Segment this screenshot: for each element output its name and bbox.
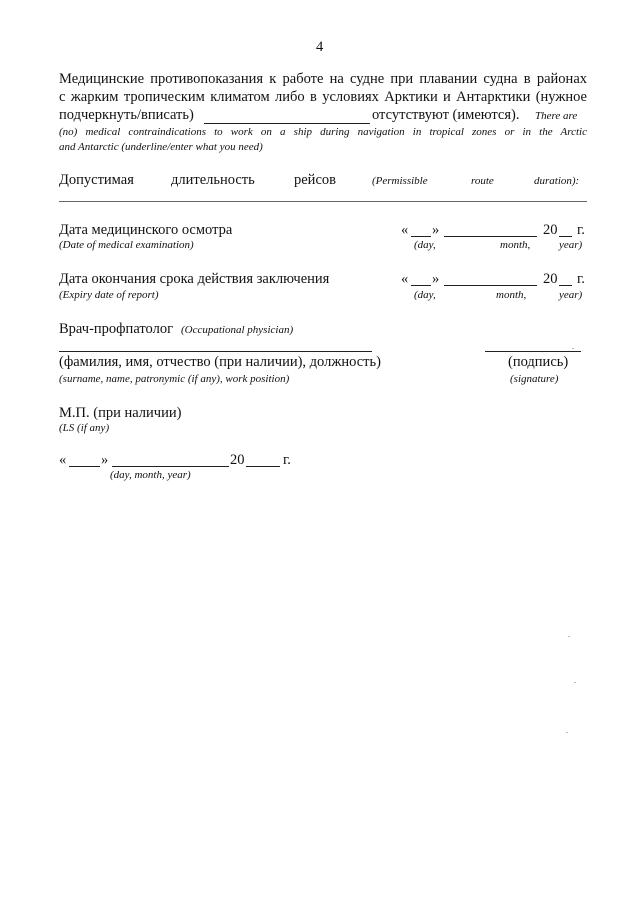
final-date-year-suffix: г. <box>283 452 291 468</box>
page-number: 4 <box>316 39 324 55</box>
physician-label: Врач-профпатолог <box>59 321 174 337</box>
contraindications-line-1: Медицинские противопоказания к работе на судне при плавании судна в районах <box>59 71 587 87</box>
stamp-label: М.П. (при наличии) <box>59 405 182 421</box>
expiry-date-month-caption: month, <box>496 289 527 301</box>
contraindications-line-3-end: отсутствуют (имеются). <box>372 107 520 123</box>
expiry-date-year-caption: year) <box>559 289 583 301</box>
route-duration-en-1: (Permissible <box>372 175 428 187</box>
expiry-date-close-quote: » <box>432 271 440 287</box>
exam-date-month-caption: month, <box>500 239 531 251</box>
exam-date-open-quote: « <box>401 222 409 238</box>
scan-speck <box>566 732 568 733</box>
route-duration-word-2: длительность <box>171 172 255 188</box>
contraindications-line-2: с жарким тропическим климатом либо в условиях Арктики и Антарктики (нужное <box>59 89 587 105</box>
scan-speck <box>572 348 574 349</box>
final-date-year-field[interactable] <box>246 466 280 467</box>
physician-name-caption: (фамилия, имя, отчество (при наличии), должность) <box>59 354 381 370</box>
route-duration-entry-field[interactable] <box>59 201 587 202</box>
final-date-close-quote: » <box>101 452 109 468</box>
expiry-date-open-quote: « <box>401 271 409 287</box>
expiry-date-year-field[interactable] <box>559 285 572 286</box>
physician-label-en: (Occupational physician) <box>181 324 294 336</box>
exam-date-month-field[interactable] <box>444 236 537 237</box>
physician-name-field[interactable] <box>59 351 372 352</box>
final-date-year-prefix: 20 <box>230 452 245 468</box>
contraindications-en-line-2: and Antarctic (underline/enter what you need) <box>59 141 263 153</box>
expiry-date-year-suffix: г. <box>577 271 585 287</box>
signature-caption: (подпись) <box>508 354 569 370</box>
final-date-open-quote: « <box>59 452 67 468</box>
route-duration-en-3: duration): <box>534 175 580 187</box>
route-duration-word-1: Допустимая <box>59 172 134 188</box>
exam-date-year-prefix: 20 <box>543 222 558 238</box>
exam-date-year-suffix: г. <box>577 222 585 238</box>
expiry-date-label-en: (Expiry date of report) <box>59 289 159 301</box>
contraindications-line-3-start: подчеркнуть/вписать) <box>59 107 194 123</box>
exam-date-year-field[interactable] <box>559 236 572 237</box>
expiry-date-month-field[interactable] <box>444 285 537 286</box>
route-duration-word-3: рейсов <box>294 172 336 188</box>
contraindications-entry-field[interactable] <box>204 123 370 124</box>
expiry-date-label: Дата окончания срока действия заключения <box>59 271 330 287</box>
final-date-day-field[interactable] <box>69 466 100 467</box>
scan-speck <box>568 636 570 637</box>
signature-caption-en: (signature) <box>510 373 559 385</box>
expiry-date-year-prefix: 20 <box>543 271 558 287</box>
exam-date-day-caption: (day, <box>414 239 436 251</box>
contraindications-line-3-en: There are <box>535 110 578 122</box>
route-duration-en-2: route <box>471 175 494 187</box>
physician-signature-field[interactable] <box>485 351 581 352</box>
exam-date-close-quote: » <box>432 222 440 238</box>
scan-speck <box>574 682 576 683</box>
contraindications-en-line-1: (no) medical contraindications to work on a ship during navigation in tropical zones or in the Arctic <box>59 126 587 138</box>
exam-date-year-caption: year) <box>559 239 583 251</box>
expiry-date-day-caption: (day, <box>414 289 436 301</box>
exam-date-label-en: (Date of medical examination) <box>59 239 194 251</box>
final-date-month-field[interactable] <box>112 466 229 467</box>
stamp-label-en: (LS (if any) <box>59 422 110 434</box>
exam-date-label: Дата медицинского осмотра <box>59 222 233 238</box>
final-date-caption: (day, month, year) <box>110 469 191 481</box>
expiry-date-day-field[interactable] <box>411 285 431 286</box>
exam-date-day-field[interactable] <box>411 236 431 237</box>
physician-name-caption-en: (surname, name, patronymic (if any), work position) <box>59 373 290 385</box>
